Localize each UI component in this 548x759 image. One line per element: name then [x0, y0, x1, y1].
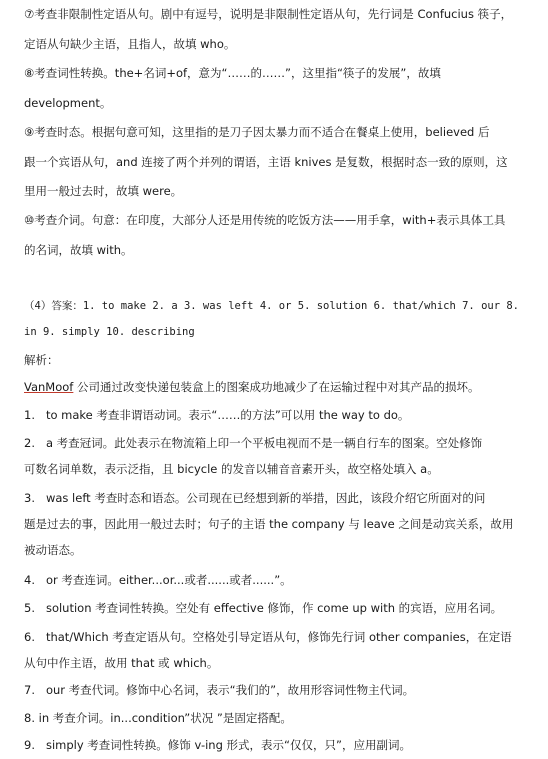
item-number: 6. — [24, 630, 35, 644]
item-3-line-3: 被动语态。 — [24, 543, 82, 557]
note-9-line-3: 里用一般过去时，故填 were。 — [24, 184, 183, 198]
item-2-line-1 — [24, 433, 532, 453]
item-6-line-2: 从句中作主语，故用 that 或 which。 — [24, 656, 219, 670]
item-3-line-2: 题是过去的事，因此用一般过去时；句子的主语 the company 与 leave 之间是动宾关系，故用 — [24, 517, 514, 531]
note-10-line-1: ⑩考查介词。句意：在印度，大部分人还是用传统的吃饭方法——用手拿，with+表示具体工具 — [24, 213, 506, 227]
item-text: or 考查连词。either...or...或者......或者......”。 — [45, 573, 292, 587]
item-number: 3. — [24, 491, 35, 505]
item-text: in 考查介词。in...condition”状况 ”是固定搭配。 — [38, 711, 292, 725]
item-number: 2. — [24, 436, 35, 450]
item-number: 5. — [24, 601, 35, 615]
analysis-intro — [24, 377, 532, 397]
note-7-line-2: 定语从句缺少主语，且指人，故填 who。 — [24, 37, 236, 51]
item-number: 4. — [24, 573, 35, 587]
analysis-intro-text: 公司通过改变快递包装盒上的图案成功地减少了在运输过程中对其产品的损坏。 — [73, 380, 480, 394]
note-9-line-1: ⑨考查时态。根据句意可知，这里指的是刀子因太暴力而不适合在餐桌上使用，believed 后 — [24, 125, 490, 139]
item-1-line-1 — [24, 405, 532, 425]
answers-line-2: in 9. simply 10. describing — [24, 326, 195, 338]
item-text: simply 考查词性转换。修饰 v-ing 形式，表示“仅仅，只”，应用副词。 — [45, 738, 411, 752]
item-text: was left 考查时态和语态。公司现在已经想到新的举措，因此，该段介绍它所面对的问 — [45, 491, 486, 505]
note-7-line-1: ⑦考查非限制性定语从句。剧中有逗号，说明是非限制性定语从句，先行词是 Confucius 筷子， — [24, 7, 513, 21]
item-2-line-2: 可数名词单数，表示泛指，且 bicycle 的发音以辅音音素开头，故空格处填入 a。 — [24, 462, 439, 476]
note-9-line-2: 跟一个宾语从句，and 连接了两个并列的谓语，主语 knives 是复数，根据时态一致的原则，这 — [24, 155, 508, 169]
item-number: 7. — [24, 683, 35, 697]
item-7-line-1 — [24, 680, 532, 700]
item-text: a 考查冠词。此处表示在物流箱上印一个平板电视而不是一辆自行车的图案。空处修饰 — [45, 436, 483, 450]
note-8-line-2: development。 — [24, 96, 112, 110]
item-text: our 考查代词。修饰中心名词，表示“我们的”，故用形容词性物主代词。 — [45, 683, 415, 697]
item-3-line-1 — [24, 488, 532, 508]
item-number: 8. — [24, 711, 35, 725]
item-number: 1. — [24, 408, 35, 422]
item-8-line-1 — [24, 708, 532, 728]
item-text: that/Which 考查定语从句。空格处引导定语从句，修饰先行词 other companies，在定语 — [45, 630, 512, 644]
brand-name: VanMoof — [24, 380, 74, 394]
item-9-line-1 — [24, 735, 532, 755]
item-number: 9. — [24, 738, 35, 752]
item-text: to make 考查非谓语动词。表示“……的方法”可以用 the way to do。 — [45, 408, 410, 422]
note-10-line-2: 的名词，故填 with。 — [24, 243, 133, 257]
item-4-line-1 — [24, 570, 532, 590]
note-8-line-1: ⑧考查词性转换。the+名词+of，意为“……的……”，这里指“筷子的发展”，故填 — [24, 66, 441, 80]
answers-line-1: （4）答案：1. to make 2. a 3. was left 4. or 5. solution 6. that/which 7. our 8. — [24, 300, 520, 312]
item-text: solution 考查词性转换。空处有 effective 修饰，作 come up with 的宾语，应用名词。 — [45, 601, 503, 615]
item-5-line-1 — [24, 598, 532, 618]
analysis-label: 解析： — [24, 353, 59, 367]
item-6-line-1 — [24, 627, 532, 647]
